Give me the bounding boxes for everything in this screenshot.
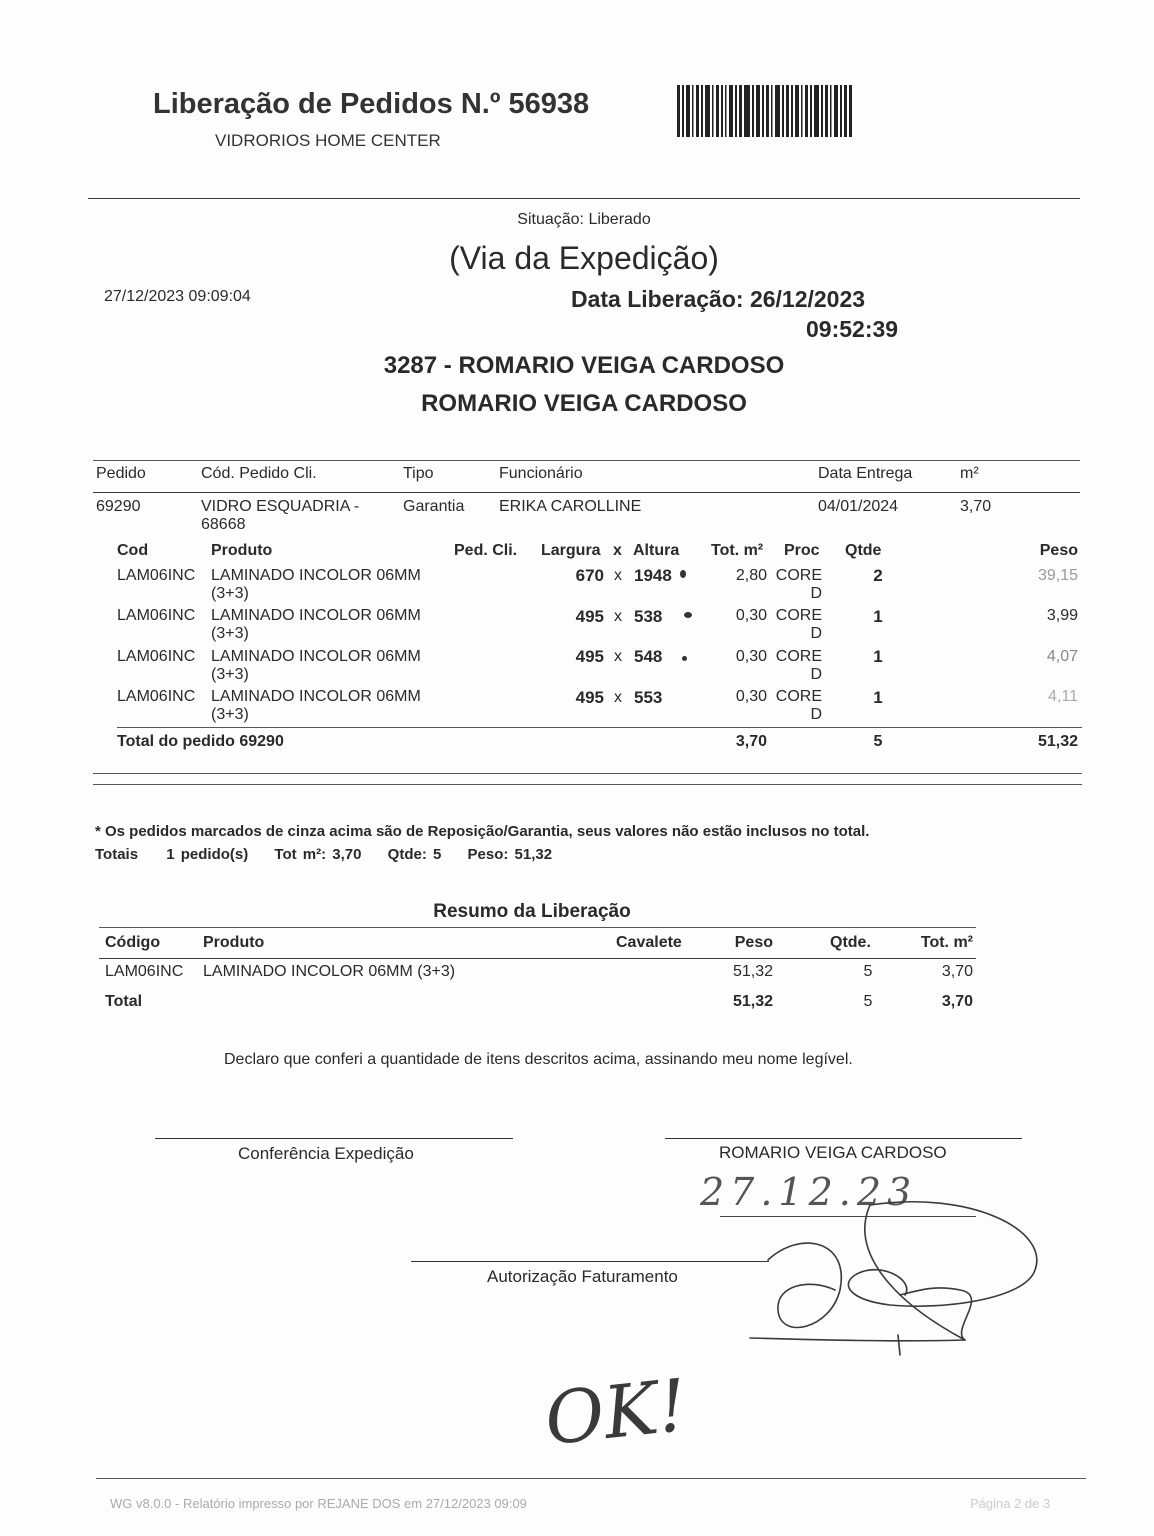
summary-col-tot-m2: Tot. m² [920, 934, 973, 951]
order-employee: ERIKA CAROLLINE [499, 498, 642, 515]
summary-col-peso: Peso [734, 934, 773, 951]
totals-pedidos: 1 pedido(s) [166, 846, 249, 863]
item-proc-line1: CORE [775, 607, 822, 624]
item-col-proc: Proc [784, 542, 820, 559]
item-qtde: 1 [873, 647, 883, 666]
item-largura: 495 [575, 688, 604, 707]
item-produto-line1: LAMINADO INCOLOR 06MM [211, 688, 421, 705]
item-cod: LAM06INC [117, 688, 196, 705]
handwritten-ok: OK! [540, 1362, 691, 1462]
footer-print-info: WG v8.0.0 - Relatório impresso por REJANE DOS em 27/12/2023 09:09 [110, 1496, 527, 1511]
release-date: Data Liberação: 26/12/2023 [571, 286, 866, 312]
ink-mark [684, 612, 692, 618]
item-produto-line1: LAMINADO INCOLOR 06MM [211, 567, 421, 584]
client-name: ROMARIO VEIGA CARDOSO [421, 390, 747, 417]
item-tot-m2: 0,30 [735, 648, 767, 665]
order-total-peso: 51,32 [1037, 733, 1078, 750]
item-col-largura: Largura [541, 542, 601, 559]
order-total-label: Total do pedido 69290 [117, 733, 284, 750]
summary-title: Resumo da Liberação [433, 901, 631, 922]
item-largura: 495 [575, 607, 604, 626]
table-header-divider [93, 492, 1080, 493]
item-altura: 538 [634, 607, 663, 626]
release-time: 09:52:39 [806, 316, 899, 342]
item-x: x [614, 608, 622, 625]
item-altura: 548 [634, 647, 663, 666]
item-x: x [614, 689, 622, 706]
header-divider [88, 198, 1080, 199]
printed-timestamp: 27/12/2023 09:09:04 [104, 288, 251, 305]
item-col-ped-cli: Ped. Cli. [454, 542, 518, 559]
item-produto-line2: (3+3) [211, 585, 249, 602]
item-peso: 3,99 [1046, 607, 1078, 624]
order-client-code-line1: VIDRO ESQUADRIA - [201, 498, 360, 515]
item-col-tot-m2: Tot. m² [711, 542, 764, 559]
item-cod: LAM06INC [117, 648, 196, 665]
item-cod: LAM06INC [117, 567, 196, 584]
summary-total-tot-m2: 3,70 [941, 993, 973, 1010]
order-number: 69290 [96, 498, 141, 515]
summary-qtde: 5 [863, 963, 873, 980]
item-col-altura: Altura [633, 542, 680, 559]
item-cod: LAM06INC [117, 607, 196, 624]
item-peso: 4,07 [1046, 648, 1078, 665]
signature-label-conferencia: Conferência Expedição [238, 1144, 414, 1163]
order-total-m2: 3,70 [735, 733, 767, 750]
footnote: * Os pedidos marcados de cinza acima são de Reposição/Garantia, seus valores não estão inclusos no total. [95, 823, 870, 840]
item-proc-line2: D [810, 625, 822, 642]
summary-total-label: Total [105, 993, 143, 1010]
totals-line [95, 846, 552, 863]
item-col-produto: Produto [211, 542, 273, 559]
item-produto-line2: (3+3) [211, 706, 249, 723]
handwritten-signature [740, 1190, 1050, 1370]
footer-divider [96, 1478, 1086, 1479]
item-tot-m2: 0,30 [735, 607, 767, 624]
item-qtde: 1 [873, 688, 883, 707]
summary-produto: LAMINADO INCOLOR 06MM (3+3) [203, 963, 456, 980]
item-produto [211, 688, 421, 724]
item-col-x: x [613, 542, 622, 559]
item-altura: 553 [634, 688, 663, 707]
col-header-pedido: Pedido [96, 465, 146, 482]
item-tot-m2: 2,80 [735, 567, 767, 584]
item-proc [770, 648, 822, 684]
summary-col-qtde: Qtde. [830, 934, 871, 951]
item-largura: 670 [575, 566, 604, 585]
item-proc-line1: CORE [775, 567, 822, 584]
item-peso: 39,15 [1037, 567, 1078, 584]
item-proc-line1: CORE [775, 648, 822, 665]
status-text: Situação: Liberado [517, 211, 651, 228]
col-header-funcionario: Funcionário [499, 465, 583, 482]
summary-top-border [99, 927, 976, 928]
item-proc [770, 567, 822, 603]
item-proc-line2: D [810, 666, 822, 683]
summary-col-codigo: Código [105, 934, 161, 951]
order-m2: 3,70 [960, 498, 992, 515]
signature-line-cliente [665, 1138, 1022, 1139]
order-total-qtde: 5 [873, 733, 883, 750]
item-produto [211, 567, 421, 603]
item-qtde: 1 [873, 607, 883, 626]
totals-m2: Tot m²: 3,70 [274, 846, 362, 863]
summary-tot-m2: 3,70 [941, 963, 973, 980]
item-produto-line1: LAMINADO INCOLOR 06MM [211, 607, 421, 624]
signature-label-autorizacao: Autorização Faturamento [487, 1267, 678, 1286]
summary-col-produto: Produto [203, 934, 265, 951]
col-header-m2: m² [960, 465, 979, 482]
col-header-data-entrega: Data Entrega [818, 465, 913, 482]
order-client-code [201, 498, 359, 534]
summary-header-divider [99, 958, 976, 959]
totals-label: Totais [95, 846, 139, 863]
item-altura: 1948 [634, 566, 672, 585]
items-total-divider [117, 727, 1082, 728]
footer-page-number: Página 2 de 3 [970, 1496, 1051, 1511]
signature-label-cliente: ROMARIO VEIGA CARDOSO [719, 1143, 947, 1162]
item-tot-m2: 0,30 [735, 688, 767, 705]
client-code-name: 3287 - ROMARIO VEIGA CARDOSO [383, 352, 785, 379]
item-x: x [614, 567, 622, 584]
summary-col-cavalete: Cavalete [616, 934, 682, 951]
item-proc-line2: D [810, 706, 822, 723]
totals-qtde: Qtde: 5 [387, 846, 442, 863]
totals-peso: Peso: 51,32 [467, 846, 553, 863]
item-x: x [614, 648, 622, 665]
table-bottom-border [93, 773, 1082, 774]
summary-codigo: LAM06INC [105, 963, 184, 980]
item-proc [770, 688, 822, 724]
item-proc-line2: D [810, 585, 822, 602]
handwritten-date: 27.12.23 [700, 1170, 918, 1214]
company-name: VIDRORIOS HOME CENTER [215, 131, 441, 150]
summary-total-qtde: 5 [863, 993, 873, 1010]
item-produto-line2: (3+3) [211, 625, 249, 642]
summary-peso: 51,32 [732, 963, 773, 980]
item-col-peso: Peso [1039, 542, 1078, 559]
col-header-cod-pedido-cli: Cód. Pedido Cli. [201, 465, 317, 482]
item-col-cod: Cod [117, 542, 149, 559]
ink-mark [682, 656, 687, 661]
barcode [677, 85, 852, 137]
document-title: Liberação de Pedidos N.º 56938 [153, 88, 590, 120]
item-produto-line1: LAMINADO INCOLOR 06MM [211, 648, 421, 665]
ink-mark [680, 570, 686, 578]
item-produto [211, 607, 421, 643]
summary-total-peso: 51,32 [732, 993, 773, 1010]
col-header-tipo: Tipo [403, 465, 434, 482]
item-produto [211, 648, 421, 684]
item-produto-line2: (3+3) [211, 666, 249, 683]
item-peso: 4,11 [1048, 688, 1078, 705]
order-type: Garantia [403, 498, 465, 515]
item-col-qtde: Qtde [845, 542, 882, 559]
table-bottom-border-2 [93, 784, 1082, 785]
item-qtde: 2 [873, 566, 883, 585]
table-top-border [93, 460, 1080, 461]
item-largura: 495 [575, 647, 604, 666]
signature-line-conferencia [155, 1138, 513, 1139]
item-proc-line1: CORE [775, 688, 822, 705]
declaration-text: Declaro que conferi a quantidade de itens descritos acima, assinando meu nome legível. [224, 1051, 853, 1068]
order-client-code-line2: 68668 [201, 516, 246, 533]
signature-line-autorizacao [411, 1261, 769, 1262]
copy-type: (Via da Expedição) [449, 240, 719, 276]
item-proc [770, 607, 822, 643]
order-delivery-date: 04/01/2024 [818, 498, 899, 515]
